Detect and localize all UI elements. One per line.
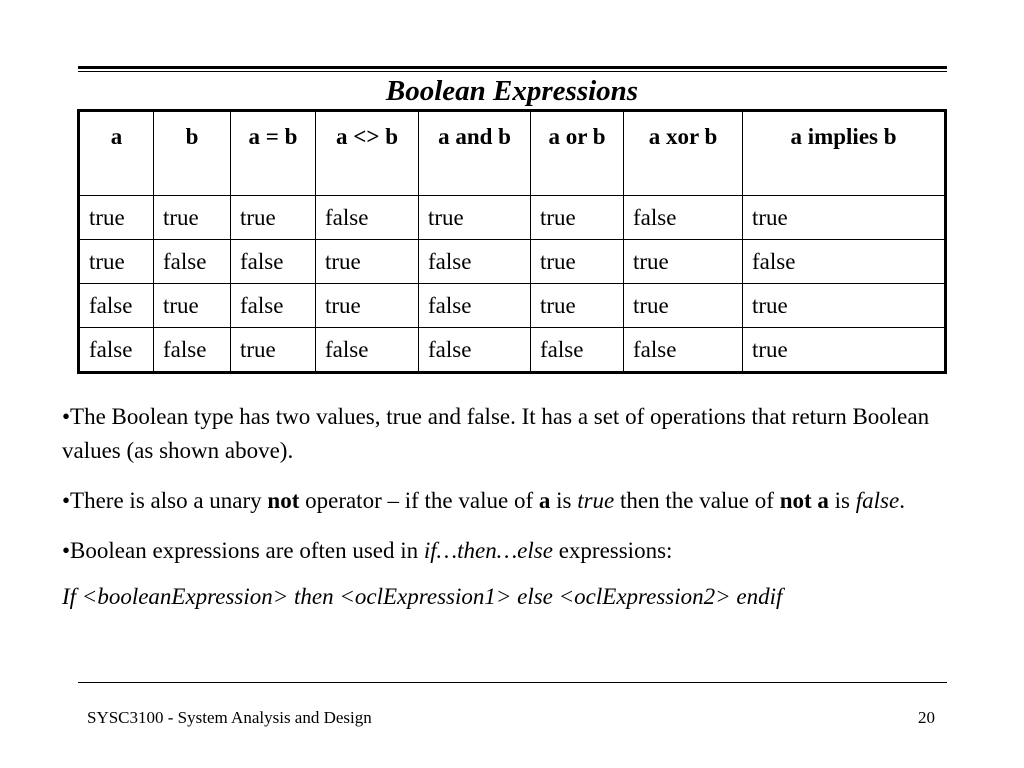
table-row <box>79 328 946 373</box>
table-cell: true <box>316 284 419 328</box>
bottom-rule <box>78 682 947 683</box>
table-cell: true <box>743 328 946 373</box>
text-run: is <box>828 488 856 513</box>
syntax-line <box>62 580 962 614</box>
table-cell: true <box>154 196 231 240</box>
header-cell: a implies b <box>743 111 946 196</box>
top-rule-thick <box>78 66 947 69</box>
header-cell: a xor b <box>624 111 743 196</box>
table-cell: false <box>624 328 743 373</box>
table-cell: true <box>231 328 316 373</box>
table-cell: false <box>154 328 231 373</box>
keyword-a: a <box>538 488 551 513</box>
footer-course: SYSC3100 - System Analysis and Design <box>87 708 372 727</box>
table-cell: false <box>419 240 531 284</box>
table-cell: true <box>79 196 154 240</box>
header-cell: b <box>154 111 231 196</box>
table-cell: false <box>419 284 531 328</box>
table-cell: true <box>624 284 743 328</box>
table-cell: false <box>316 328 419 373</box>
text-run: then the value of <box>614 488 780 513</box>
value-true: true <box>577 488 615 513</box>
table-cell: false <box>79 284 154 328</box>
value-false: false <box>855 488 900 513</box>
table-cell: true <box>419 196 531 240</box>
table-cell: false <box>231 240 316 284</box>
header-cell: a = b <box>231 111 316 196</box>
bullet-boolean-type: •The Boolean type has two values, true and false. It has a set of operations that return Boolean values (as shown above). <box>62 404 930 463</box>
table-cell: true <box>154 284 231 328</box>
table-cell: true <box>531 196 624 240</box>
table-cell: false <box>531 328 624 373</box>
table-cell: false <box>316 196 419 240</box>
text-run: operator – if the value of <box>299 488 539 513</box>
bullet-if-then-else <box>62 534 962 568</box>
table-cell: false <box>419 328 531 373</box>
footer-page-number: 20 <box>918 708 935 727</box>
header-cell: a <box>79 111 154 196</box>
table-cell: true <box>231 196 316 240</box>
table-cell: true <box>531 240 624 284</box>
bullet-not-operator <box>62 484 962 518</box>
text-run: . <box>899 488 905 513</box>
table-cell: true <box>79 240 154 284</box>
table-cell: false <box>154 240 231 284</box>
header-cell: a and b <box>419 111 531 196</box>
header-cell: a or b <box>531 111 624 196</box>
table-header-row <box>79 111 946 196</box>
text-run: •Boolean expressions are often used in <box>62 538 424 563</box>
table-cell: false <box>624 196 743 240</box>
top-rule-thin <box>78 71 947 72</box>
table-cell: true <box>743 284 946 328</box>
text-run: •There is also a unary <box>62 488 268 513</box>
table-cell: true <box>531 284 624 328</box>
text-run: expressions: <box>552 538 673 563</box>
text-run: is <box>550 488 578 513</box>
if-then-else-term: if…then…else <box>423 538 553 563</box>
table-cell: true <box>316 240 419 284</box>
header-cell: a <> b <box>316 111 419 196</box>
table-cell: true <box>743 196 946 240</box>
table-cell: false <box>743 240 946 284</box>
keyword-not-a: not a <box>779 488 829 513</box>
truth-table <box>77 109 947 374</box>
table-cell: true <box>624 240 743 284</box>
table-row <box>79 240 946 284</box>
slide-title: Boolean Expressions <box>385 75 639 107</box>
table-row <box>79 196 946 240</box>
syntax-expression: If <booleanExpression> then <oclExpression1> else <oclExpression2> endif <box>62 584 783 609</box>
table-cell: false <box>231 284 316 328</box>
keyword-not: not <box>267 488 300 513</box>
table-cell: false <box>79 328 154 373</box>
table-row <box>79 284 946 328</box>
bullet-list <box>62 400 962 630</box>
